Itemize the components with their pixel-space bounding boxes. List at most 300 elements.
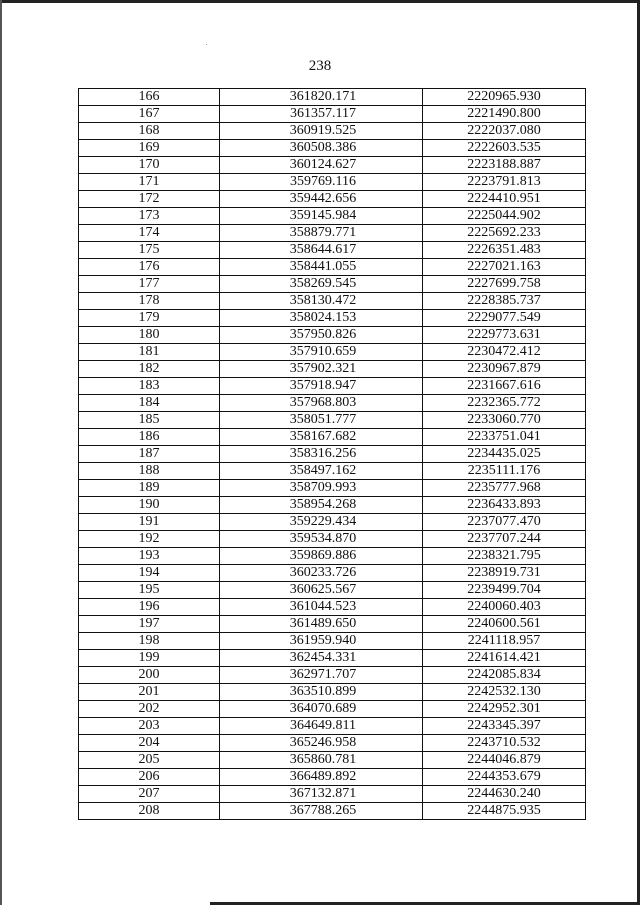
table-row bbox=[79, 395, 586, 412]
y-coordinate-cell bbox=[423, 412, 586, 429]
point-number-cell bbox=[79, 174, 220, 191]
y-coordinate-cell bbox=[423, 208, 586, 225]
point-number-text: 190 bbox=[138, 497, 160, 512]
point-number-cell bbox=[79, 616, 220, 633]
y-coordinate-text: 2230967.879 bbox=[467, 361, 541, 376]
table-row bbox=[79, 106, 586, 123]
table-row bbox=[79, 140, 586, 157]
x-coordinate-cell bbox=[220, 548, 423, 565]
x-coordinate-text: 365246.958 bbox=[289, 735, 357, 750]
table-row bbox=[79, 225, 586, 242]
table-row bbox=[79, 718, 586, 735]
point-number-cell bbox=[79, 310, 220, 327]
table-row bbox=[79, 191, 586, 208]
x-coordinate-text: 357950.826 bbox=[289, 327, 357, 342]
x-coordinate-text: 358024.153 bbox=[289, 310, 357, 325]
point-number-text: 168 bbox=[138, 123, 160, 138]
x-coordinate-cell bbox=[220, 89, 423, 106]
x-coordinate-text: 359769.116 bbox=[290, 174, 356, 189]
x-coordinate-text: 361044.523 bbox=[289, 599, 357, 614]
y-coordinate-cell bbox=[423, 225, 586, 242]
y-coordinate-text: 2244630.240 bbox=[467, 786, 541, 801]
y-coordinate-cell bbox=[423, 531, 586, 548]
x-coordinate-text: 358130.472 bbox=[289, 293, 357, 308]
point-number-cell bbox=[79, 276, 220, 293]
y-coordinate-text: 2238919.731 bbox=[467, 565, 541, 580]
x-coordinate-text: 363510.899 bbox=[289, 684, 357, 699]
x-coordinate-cell bbox=[220, 667, 423, 684]
point-number-text: 208 bbox=[138, 803, 160, 818]
point-number-text: 200 bbox=[138, 667, 160, 682]
point-number-cell bbox=[79, 106, 220, 123]
y-coordinate-cell bbox=[423, 684, 586, 701]
point-number-text: 194 bbox=[138, 565, 160, 580]
x-coordinate-cell bbox=[220, 497, 423, 514]
table-row bbox=[79, 208, 586, 225]
point-number-text: 185 bbox=[138, 412, 160, 427]
y-coordinate-text: 2238321.795 bbox=[467, 548, 541, 563]
table-row bbox=[79, 378, 586, 395]
x-coordinate-text: 362971.707 bbox=[289, 667, 357, 682]
y-coordinate-cell bbox=[423, 344, 586, 361]
y-coordinate-text: 2244046.879 bbox=[467, 752, 541, 767]
y-coordinate-text: 2226351.483 bbox=[467, 242, 541, 257]
point-number-text: 177 bbox=[138, 276, 160, 291]
x-coordinate-cell bbox=[220, 276, 423, 293]
point-number-cell bbox=[79, 650, 220, 667]
point-number-cell bbox=[79, 463, 220, 480]
y-coordinate-text: 2220965.930 bbox=[467, 89, 541, 104]
point-number-text: 206 bbox=[138, 769, 160, 784]
x-coordinate-text: 358441.055 bbox=[289, 259, 357, 274]
x-coordinate-cell bbox=[220, 633, 423, 650]
point-number-text: 191 bbox=[138, 514, 160, 529]
x-coordinate-cell bbox=[220, 174, 423, 191]
x-coordinate-text: 360508.386 bbox=[289, 140, 357, 155]
y-coordinate-cell bbox=[423, 548, 586, 565]
point-number-cell bbox=[79, 735, 220, 752]
x-coordinate-text: 358709.993 bbox=[289, 480, 357, 495]
table-row bbox=[79, 276, 586, 293]
point-number-cell bbox=[79, 446, 220, 463]
x-coordinate-cell bbox=[220, 531, 423, 548]
point-number-text: 175 bbox=[138, 242, 160, 257]
point-number-cell bbox=[79, 412, 220, 429]
x-coordinate-text: 357902.321 bbox=[289, 361, 357, 376]
x-coordinate-text: 360124.627 bbox=[289, 157, 357, 172]
point-number-text: 171 bbox=[138, 174, 160, 189]
x-coordinate-cell bbox=[220, 327, 423, 344]
point-number-cell bbox=[79, 803, 220, 820]
x-coordinate-text: 367132.871 bbox=[289, 786, 357, 801]
x-coordinate-cell bbox=[220, 429, 423, 446]
table-row bbox=[79, 684, 586, 701]
table-row bbox=[79, 480, 586, 497]
point-number-cell bbox=[79, 225, 220, 242]
x-coordinate-text: 364649.811 bbox=[290, 718, 356, 733]
table-row bbox=[79, 650, 586, 667]
x-coordinate-cell bbox=[220, 769, 423, 786]
x-coordinate-cell bbox=[220, 361, 423, 378]
point-number-text: 167 bbox=[138, 106, 160, 121]
y-coordinate-text: 2224410.951 bbox=[467, 191, 541, 206]
x-coordinate-text: 367788.265 bbox=[289, 803, 357, 818]
y-coordinate-cell bbox=[423, 140, 586, 157]
table-row bbox=[79, 582, 586, 599]
x-coordinate-cell bbox=[220, 378, 423, 395]
y-coordinate-text: 2223791.813 bbox=[467, 174, 541, 189]
table-row bbox=[79, 429, 586, 446]
y-coordinate-text: 2241118.957 bbox=[467, 633, 541, 648]
point-number-cell bbox=[79, 293, 220, 310]
x-coordinate-text: 358051.777 bbox=[289, 412, 357, 427]
x-coordinate-cell bbox=[220, 803, 423, 820]
point-number-text: 182 bbox=[138, 361, 160, 376]
y-coordinate-cell bbox=[423, 259, 586, 276]
point-number-cell bbox=[79, 327, 220, 344]
table-row bbox=[79, 412, 586, 429]
scan-speck bbox=[206, 44, 207, 45]
x-coordinate-text: 358644.617 bbox=[289, 242, 357, 257]
table-row bbox=[79, 174, 586, 191]
x-coordinate-cell bbox=[220, 752, 423, 769]
point-number-text: 195 bbox=[138, 582, 160, 597]
y-coordinate-cell bbox=[423, 191, 586, 208]
point-number-text: 205 bbox=[138, 752, 160, 767]
point-number-cell bbox=[79, 684, 220, 701]
table-row bbox=[79, 242, 586, 259]
x-coordinate-cell bbox=[220, 463, 423, 480]
x-coordinate-text: 359534.870 bbox=[289, 531, 357, 546]
x-coordinate-cell bbox=[220, 480, 423, 497]
y-coordinate-cell bbox=[423, 633, 586, 650]
x-coordinate-cell bbox=[220, 106, 423, 123]
y-coordinate-cell bbox=[423, 582, 586, 599]
point-number-cell bbox=[79, 497, 220, 514]
y-coordinate-text: 2244353.679 bbox=[467, 769, 541, 784]
x-coordinate-cell bbox=[220, 208, 423, 225]
table-row bbox=[79, 531, 586, 548]
x-coordinate-text: 359145.984 bbox=[289, 208, 357, 223]
point-number-cell bbox=[79, 395, 220, 412]
x-coordinate-text: 358167.682 bbox=[289, 429, 357, 444]
y-coordinate-text: 2244875.935 bbox=[467, 803, 541, 818]
table-row bbox=[79, 310, 586, 327]
y-coordinate-text: 2227021.163 bbox=[467, 259, 541, 274]
y-coordinate-cell bbox=[423, 565, 586, 582]
point-number-cell bbox=[79, 582, 220, 599]
y-coordinate-text: 2229077.549 bbox=[467, 310, 541, 325]
scan-border-top bbox=[0, 0, 640, 3]
point-number-text: 203 bbox=[138, 718, 160, 733]
x-coordinate-cell bbox=[220, 514, 423, 531]
table-row bbox=[79, 633, 586, 650]
point-number-text: 199 bbox=[138, 650, 160, 665]
x-coordinate-text: 357968.803 bbox=[289, 395, 357, 410]
point-number-cell bbox=[79, 531, 220, 548]
y-coordinate-text: 2242085.834 bbox=[467, 667, 541, 682]
point-number-text: 193 bbox=[138, 548, 160, 563]
x-coordinate-text: 358879.771 bbox=[289, 225, 357, 240]
table-row bbox=[79, 803, 586, 820]
table-row bbox=[79, 735, 586, 752]
point-number-cell bbox=[79, 548, 220, 565]
x-coordinate-cell bbox=[220, 684, 423, 701]
table-row bbox=[79, 89, 586, 106]
x-coordinate-text: 358269.545 bbox=[289, 276, 357, 291]
point-number-cell bbox=[79, 344, 220, 361]
x-coordinate-text: 364070.689 bbox=[289, 701, 357, 716]
table-row bbox=[79, 667, 586, 684]
x-coordinate-text: 365860.781 bbox=[289, 752, 357, 767]
table-row bbox=[79, 361, 586, 378]
point-number-cell bbox=[79, 701, 220, 718]
y-coordinate-text: 2229773.631 bbox=[467, 327, 541, 342]
x-coordinate-cell bbox=[220, 123, 423, 140]
y-coordinate-cell bbox=[423, 701, 586, 718]
y-coordinate-text: 2234435.025 bbox=[467, 446, 541, 461]
y-coordinate-cell bbox=[423, 803, 586, 820]
table-row bbox=[79, 752, 586, 769]
x-coordinate-text: 362454.331 bbox=[289, 650, 357, 665]
point-number-text: 186 bbox=[138, 429, 160, 444]
point-number-cell bbox=[79, 769, 220, 786]
point-number-cell bbox=[79, 259, 220, 276]
x-coordinate-cell bbox=[220, 616, 423, 633]
y-coordinate-text: 2235111.176 bbox=[467, 463, 541, 478]
y-coordinate-cell bbox=[423, 786, 586, 803]
x-coordinate-cell bbox=[220, 191, 423, 208]
y-coordinate-text: 2233751.041 bbox=[467, 429, 541, 444]
x-coordinate-text: 366489.892 bbox=[289, 769, 357, 784]
page-number: 238 bbox=[308, 58, 332, 74]
x-coordinate-text: 360233.726 bbox=[289, 565, 357, 580]
table-row bbox=[79, 701, 586, 718]
y-coordinate-text: 2240060.403 bbox=[467, 599, 541, 614]
coordinates-table-body bbox=[79, 89, 586, 820]
y-coordinate-cell bbox=[423, 616, 586, 633]
x-coordinate-cell bbox=[220, 786, 423, 803]
point-number-cell bbox=[79, 378, 220, 395]
y-coordinate-cell bbox=[423, 650, 586, 667]
y-coordinate-text: 2236433.893 bbox=[467, 497, 541, 512]
x-coordinate-cell bbox=[220, 310, 423, 327]
x-coordinate-cell bbox=[220, 446, 423, 463]
y-coordinate-cell bbox=[423, 123, 586, 140]
x-coordinate-text: 361959.940 bbox=[289, 633, 357, 648]
y-coordinate-cell bbox=[423, 395, 586, 412]
point-number-text: 189 bbox=[138, 480, 160, 495]
y-coordinate-cell bbox=[423, 769, 586, 786]
x-coordinate-text: 361357.117 bbox=[290, 106, 356, 121]
table-row bbox=[79, 786, 586, 803]
point-number-cell bbox=[79, 89, 220, 106]
point-number-text: 187 bbox=[138, 446, 160, 461]
point-number-text: 201 bbox=[138, 684, 160, 699]
y-coordinate-text: 2240600.561 bbox=[467, 616, 541, 631]
point-number-text: 178 bbox=[138, 293, 160, 308]
y-coordinate-text: 2241614.421 bbox=[467, 650, 541, 665]
x-coordinate-cell bbox=[220, 242, 423, 259]
x-coordinate-text: 359229.434 bbox=[289, 514, 357, 529]
point-number-cell bbox=[79, 191, 220, 208]
x-coordinate-cell bbox=[220, 293, 423, 310]
y-coordinate-text: 2225692.233 bbox=[467, 225, 541, 240]
x-coordinate-cell bbox=[220, 735, 423, 752]
x-coordinate-cell bbox=[220, 582, 423, 599]
y-coordinate-cell bbox=[423, 599, 586, 616]
table-row bbox=[79, 599, 586, 616]
x-coordinate-text: 360919.525 bbox=[289, 123, 357, 138]
y-coordinate-cell bbox=[423, 157, 586, 174]
table-row bbox=[79, 565, 586, 582]
point-number-text: 184 bbox=[138, 395, 160, 410]
table-row bbox=[79, 293, 586, 310]
y-coordinate-cell bbox=[423, 667, 586, 684]
y-coordinate-cell bbox=[423, 310, 586, 327]
point-number-cell bbox=[79, 123, 220, 140]
point-number-text: 166 bbox=[138, 89, 160, 104]
point-number-text: 169 bbox=[138, 140, 160, 155]
x-coordinate-text: 360625.567 bbox=[289, 582, 357, 597]
y-coordinate-text: 2223188.887 bbox=[467, 157, 541, 172]
x-coordinate-text: 361489.650 bbox=[289, 616, 357, 631]
y-coordinate-text: 2228385.737 bbox=[467, 293, 541, 308]
y-coordinate-text: 2222603.535 bbox=[467, 140, 541, 155]
y-coordinate-cell bbox=[423, 242, 586, 259]
y-coordinate-cell bbox=[423, 327, 586, 344]
y-coordinate-text: 2221490.800 bbox=[467, 106, 541, 121]
point-number-text: 172 bbox=[138, 191, 160, 206]
y-coordinate-text: 2225044.902 bbox=[467, 208, 541, 223]
x-coordinate-text: 359869.886 bbox=[289, 548, 357, 563]
point-number-text: 192 bbox=[138, 531, 160, 546]
point-number-text: 202 bbox=[138, 701, 160, 716]
x-coordinate-text: 358316.256 bbox=[289, 446, 357, 461]
y-coordinate-text: 2237077.470 bbox=[467, 514, 541, 529]
table-row bbox=[79, 157, 586, 174]
x-coordinate-cell bbox=[220, 140, 423, 157]
table-row bbox=[79, 123, 586, 140]
y-coordinate-cell bbox=[423, 429, 586, 446]
y-coordinate-cell bbox=[423, 378, 586, 395]
point-number-text: 179 bbox=[138, 310, 160, 325]
point-number-cell bbox=[79, 514, 220, 531]
y-coordinate-text: 2235777.968 bbox=[467, 480, 541, 495]
y-coordinate-cell bbox=[423, 480, 586, 497]
point-number-text: 204 bbox=[138, 735, 160, 750]
y-coordinate-cell bbox=[423, 106, 586, 123]
y-coordinate-cell bbox=[423, 446, 586, 463]
x-coordinate-cell bbox=[220, 412, 423, 429]
y-coordinate-text: 2232365.772 bbox=[467, 395, 541, 410]
y-coordinate-text: 2242532.130 bbox=[467, 684, 541, 699]
table-row bbox=[79, 327, 586, 344]
point-number-text: 170 bbox=[138, 157, 160, 172]
x-coordinate-cell bbox=[220, 157, 423, 174]
y-coordinate-text: 2237707.244 bbox=[467, 531, 541, 546]
x-coordinate-text: 359442.656 bbox=[289, 191, 357, 206]
point-number-cell bbox=[79, 157, 220, 174]
x-coordinate-cell bbox=[220, 395, 423, 412]
table-row bbox=[79, 463, 586, 480]
point-number-text: 183 bbox=[138, 378, 160, 393]
y-coordinate-cell bbox=[423, 718, 586, 735]
x-coordinate-text: 357918.947 bbox=[289, 378, 357, 393]
point-number-cell bbox=[79, 786, 220, 803]
table-row bbox=[79, 446, 586, 463]
x-coordinate-text: 357910.659 bbox=[289, 344, 357, 359]
point-number-cell bbox=[79, 140, 220, 157]
x-coordinate-cell bbox=[220, 565, 423, 582]
table-row bbox=[79, 259, 586, 276]
y-coordinate-text: 2227699.758 bbox=[467, 276, 541, 291]
x-coordinate-text: 361820.171 bbox=[289, 89, 357, 104]
y-coordinate-cell bbox=[423, 463, 586, 480]
point-number-cell bbox=[79, 718, 220, 735]
y-coordinate-cell bbox=[423, 361, 586, 378]
y-coordinate-text: 2242952.301 bbox=[467, 701, 541, 716]
x-coordinate-text: 358497.162 bbox=[289, 463, 357, 478]
y-coordinate-cell bbox=[423, 497, 586, 514]
point-number-cell bbox=[79, 752, 220, 769]
point-number-cell bbox=[79, 599, 220, 616]
scan-border-left bbox=[0, 0, 2, 905]
y-coordinate-text: 2243345.397 bbox=[467, 718, 541, 733]
point-number-cell bbox=[79, 480, 220, 497]
y-coordinate-cell bbox=[423, 514, 586, 531]
table-row bbox=[79, 769, 586, 786]
point-number-cell bbox=[79, 242, 220, 259]
y-coordinate-cell bbox=[423, 735, 586, 752]
y-coordinate-cell bbox=[423, 174, 586, 191]
y-coordinate-text: 2230472.412 bbox=[467, 344, 541, 359]
point-number-text: 173 bbox=[138, 208, 160, 223]
x-coordinate-cell bbox=[220, 599, 423, 616]
table-row bbox=[79, 548, 586, 565]
point-number-text: 198 bbox=[138, 633, 160, 648]
x-coordinate-text: 358954.268 bbox=[289, 497, 357, 512]
point-number-text: 181 bbox=[138, 344, 160, 359]
point-number-text: 197 bbox=[138, 616, 160, 631]
point-number-cell bbox=[79, 633, 220, 650]
point-number-cell bbox=[79, 361, 220, 378]
x-coordinate-cell bbox=[220, 701, 423, 718]
point-number-text: 176 bbox=[138, 259, 160, 274]
coordinates-table bbox=[78, 88, 586, 820]
y-coordinate-text: 2222037.080 bbox=[467, 123, 541, 138]
point-number-text: 188 bbox=[138, 463, 160, 478]
point-number-cell bbox=[79, 429, 220, 446]
y-coordinate-cell bbox=[423, 293, 586, 310]
point-number-text: 196 bbox=[138, 599, 160, 614]
point-number-cell bbox=[79, 667, 220, 684]
x-coordinate-cell bbox=[220, 225, 423, 242]
y-coordinate-cell bbox=[423, 276, 586, 293]
y-coordinate-text: 2231667.616 bbox=[467, 378, 541, 393]
point-number-text: 207 bbox=[138, 786, 160, 801]
y-coordinate-text: 2243710.532 bbox=[467, 735, 541, 750]
point-number-cell bbox=[79, 208, 220, 225]
point-number-text: 180 bbox=[138, 327, 160, 342]
x-coordinate-cell bbox=[220, 344, 423, 361]
table-row bbox=[79, 514, 586, 531]
x-coordinate-cell bbox=[220, 259, 423, 276]
y-coordinate-text: 2239499.704 bbox=[467, 582, 541, 597]
y-coordinate-cell bbox=[423, 89, 586, 106]
point-number-cell bbox=[79, 565, 220, 582]
y-coordinate-cell bbox=[423, 752, 586, 769]
